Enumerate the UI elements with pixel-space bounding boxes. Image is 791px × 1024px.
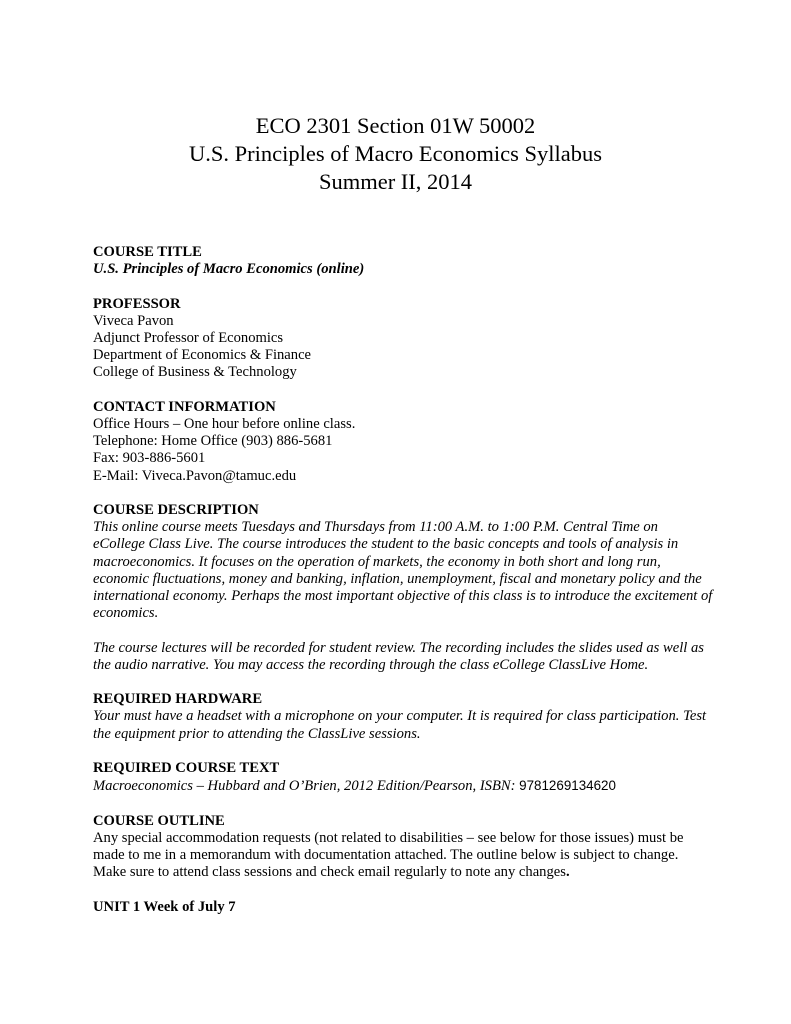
fax: Fax: 903-886-5601 bbox=[93, 450, 206, 467]
professor-title: Adjunct Professor of Economics bbox=[93, 330, 284, 346]
isbn-number: 9781269134620 bbox=[519, 778, 616, 794]
professor-department: Department of Economics & Finance bbox=[93, 347, 312, 364]
professor-name: Viveca Pavon bbox=[93, 312, 174, 329]
unit-1-section bbox=[93, 899, 713, 916]
telephone: Telephone: Home Office (903) 886-5681 bbox=[93, 433, 333, 450]
outline-heading: COURSE OUTLINE bbox=[93, 812, 225, 829]
hardware-heading: REQUIRED HARDWARE bbox=[93, 691, 263, 708]
contact-section bbox=[93, 399, 713, 485]
text-heading: REQUIRED COURSE TEXT bbox=[93, 760, 280, 776]
description-paragraph-2: The course lectures will be recorded for student review. The recording includes the slides used as well as the audio narrative. You may access the recording through the class eCollege ClassLive Home. bbox=[93, 639, 704, 673]
title-course-section: ECO 2301 Section 01W 50002 bbox=[255, 113, 536, 138]
course-title-value: U.S. Principles of Macro Economics (online) bbox=[93, 261, 365, 278]
title-syllabus-name: U.S. Principles of Macro Economics Syllabus bbox=[188, 141, 603, 166]
text-section bbox=[93, 760, 713, 795]
email: E-Mail: Viveca.Pavon@tamuc.edu bbox=[93, 467, 297, 484]
description-section bbox=[93, 502, 713, 674]
professor-heading: PROFESSOR bbox=[93, 295, 181, 312]
contact-heading: CONTACT INFORMATION bbox=[93, 398, 276, 415]
unit-1-heading: UNIT 1 Week of July 7 bbox=[93, 898, 236, 915]
document-body bbox=[93, 244, 713, 933]
professor-section bbox=[93, 296, 713, 382]
textbook-citation-text: Macroeconomics – Hubbard and O’Brien, 2012 Edition/Pearson, ISBN: bbox=[93, 778, 520, 795]
outline-section bbox=[93, 813, 713, 882]
professor-college: College of Business & Technology bbox=[93, 364, 297, 381]
outline-end-mark: . bbox=[565, 864, 570, 881]
description-paragraph-1: This online course meets Tuesdays and Thursdays from 11:00 A.M. to 1:00 P.M. Central Time on eCollege Class Live. The course introduces the student to the basic concepts and tools of analysis in macroeconomics. It focuses on the operation of markets, the economy in both short and long run, economic fluctuations, money and banking, inflation, unemployment, fiscal and monetary policy and the international economy. Perhaps the most important objective of this class is to introduce the excitement of economics. bbox=[93, 519, 713, 622]
outline-text bbox=[93, 830, 713, 882]
description-heading: COURSE DESCRIPTION bbox=[93, 502, 259, 518]
office-hours: Office Hours – One hour before online class. bbox=[93, 416, 356, 432]
document-title bbox=[0, 112, 791, 196]
textbook-citation bbox=[93, 777, 713, 795]
course-title-section bbox=[93, 244, 713, 278]
course-title-heading: COURSE TITLE bbox=[93, 244, 202, 260]
hardware-text: Your must have a headset with a microphone on your computer. It is required for class participation. Test the equipment prior to attending the ClassLive sessions. bbox=[93, 708, 707, 742]
title-term: Summer II, 2014 bbox=[318, 169, 473, 194]
outline-body: Any special accommodation requests (not related to disabilities – see below for those issues) must be made to me in a memorandum with documentation attached. The outline below is subject to change. Make sure to attend class sessions and check email regularly to note any changes bbox=[93, 829, 684, 881]
hardware-section bbox=[93, 691, 713, 743]
